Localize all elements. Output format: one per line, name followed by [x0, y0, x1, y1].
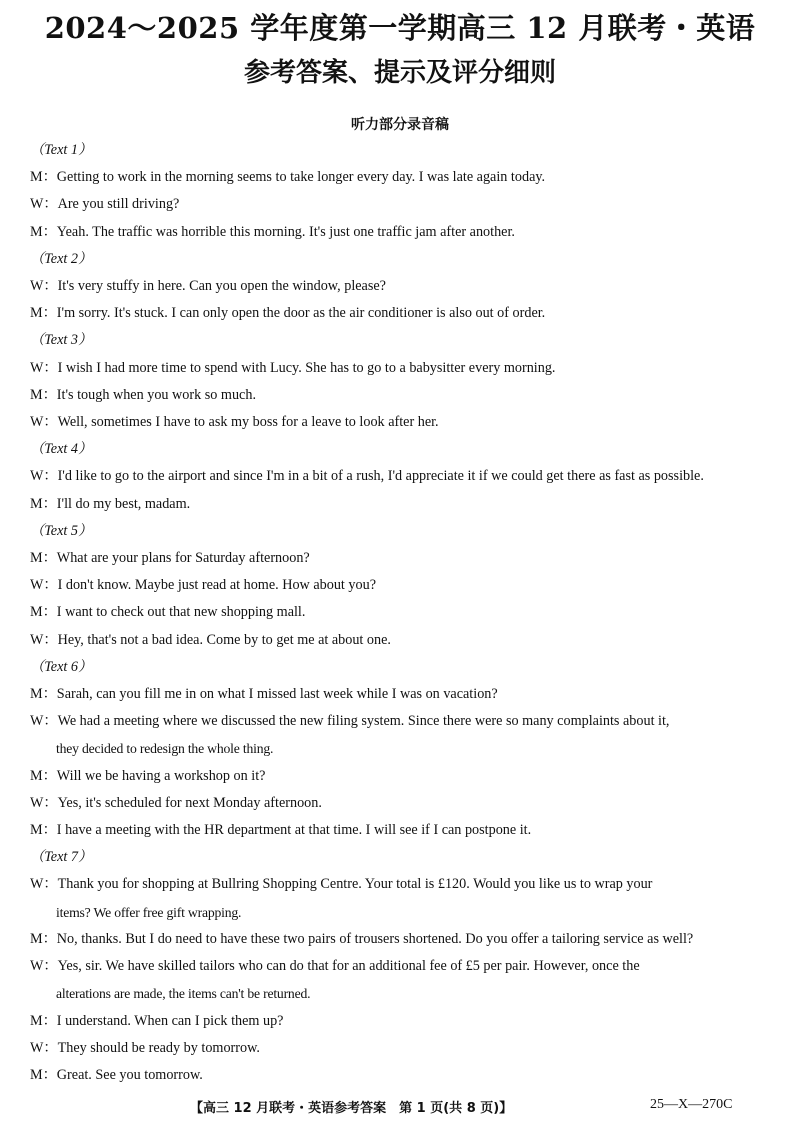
document-title: 2024～2025 学年度第一学期高三 12 月联考・英语	[44, 11, 756, 45]
dialogue-line: M：I'm sorry. It's stuck. I can only open the door as the air conditioner is also out of order.	[30, 305, 546, 322]
dialogue-line: they decided to redesign the whole thing.	[56, 741, 274, 757]
dialogue-line: W：Well, sometimes I have to ask my boss for a leave to look after her.	[30, 414, 439, 431]
dialogue-line: M：Sarah, can you fill me in on what I missed last week while I was on vacation?	[30, 686, 498, 703]
dialogue-line: M：I have a meeting with the HR department at that time. I will see if I can postpone it.	[30, 822, 532, 839]
document-subtitle: 参考答案、提示及评分细则	[243, 58, 556, 88]
transcript-body	[30, 137, 772, 1089]
section-heading: 听力部分录音稿	[351, 117, 449, 133]
dialogue-line: W：They should be ready by tomorrow.	[30, 1039, 260, 1056]
dialogue-line: items? We offer free gift wrapping.	[56, 904, 242, 920]
text-label: （Text 1）	[30, 142, 93, 158]
dialogue-line: M：I want to check out that new shopping mall.	[30, 604, 306, 621]
dialogue-line: W：I don't know. Maybe just read at home. How about you?	[30, 577, 376, 594]
dialogue-line: M：Will we be having a workshop on it?	[30, 767, 266, 784]
dialogue-line: W：Yes, sir. We have skilled tailors who can do that for an additional fee of £5 per pair. However, once the	[30, 958, 640, 975]
text-label: （Text 3）	[30, 332, 93, 349]
dialogue-line: M：It's tough when you work so much.	[30, 386, 256, 403]
dialogue-line: W：I wish I had more time to spend with Lucy. She has to go to a babysitter every morning.	[30, 359, 556, 376]
dialogue-line: W：Thank you for shopping at Bullring Shopping Centre. Your total is £120. Would you like us to wrap your	[30, 876, 653, 893]
text-label: （Text 5）	[30, 522, 93, 539]
dialogue-line: M：What are your plans for Saturday afternoon?	[30, 550, 310, 567]
footer-code: 25—X—270C	[650, 1097, 733, 1112]
footer-page-info: 【高三 12 月联考・英语参考答案 第 1 页(共 8 页)】	[190, 1101, 513, 1116]
dialogue-line: W：Yes, it's scheduled for next Monday afternoon.	[30, 794, 322, 811]
dialogue-line: M：Great. See you tomorrow.	[30, 1066, 203, 1083]
text-label: （Text 4）	[30, 441, 93, 458]
text-label: （Text 6）	[30, 658, 93, 675]
dialogue-line: M：No, thanks. But I do need to have these two pairs of trousers shortened. Do you offer a tailoring service as well?	[30, 930, 694, 947]
dialogue-line: W：Hey, that's not a bad idea. Come by to get me at about one.	[30, 631, 391, 648]
dialogue-line: M：Yeah. The traffic was horrible this morning. It's just one traffic jam after another.	[30, 223, 515, 240]
dialogue-line: alterations are made, the items can't be returned.	[56, 986, 311, 1002]
text-label: （Text 7）	[30, 849, 93, 866]
text-label: （Text 2）	[30, 250, 93, 267]
dialogue-line: W：We had a meeting where we discussed the new filing system. Since there were so many complaints about it,	[30, 713, 670, 730]
dialogue-line: M：Getting to work in the morning seems to take longer every day. I was late again today.	[30, 169, 546, 186]
dialogue-line: W：I'd like to go to the airport and since I'm in a bit of a rush, I'd appreciate it if we could get there as fast as possible.	[30, 468, 704, 485]
dialogue-line: W：It's very stuffy in here. Can you open the window, please?	[30, 278, 386, 295]
dialogue-line: M：I understand. When can I pick them up?	[30, 1012, 284, 1029]
dialogue-line: W：Are you still driving?	[30, 196, 180, 213]
dialogue-line: M：I'll do my best, madam.	[30, 495, 191, 512]
